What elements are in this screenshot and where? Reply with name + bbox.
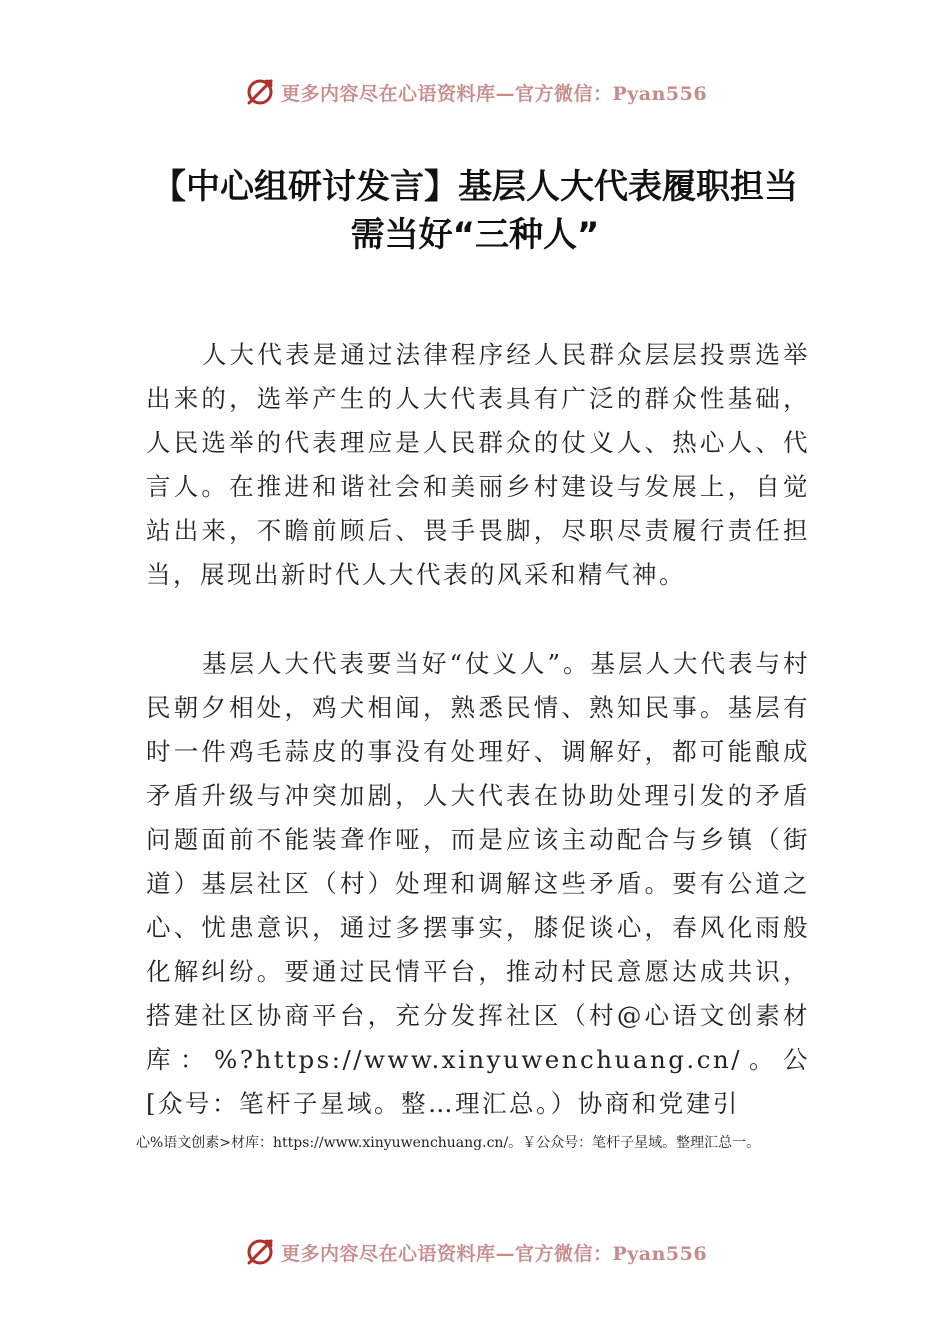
title-line-2: 需当好“三种人”	[350, 215, 600, 255]
footer-banner-text: 更多内容尽在心语资料库—官方微信：Pyan556	[280, 1242, 708, 1265]
pen-logo-icon	[243, 1235, 277, 1269]
watermark-footnote: 心%语文创素>材库：https://www.xinyuwenchuang.cn/。￥公众号：笔杆子星域。整理汇总一。	[136, 1135, 761, 1151]
pen-logo-icon	[243, 75, 277, 109]
paragraph-advocate: 基层人大代表要当好“仗义人”。基层人大代表与村民朝夕相处，鸡犬相闻，熟悉民情、熟知民事。基层有时一件鸡毛蒜皮的事没有处理好、调解好，都可能酿成矛盾升级与冲突加剧，人大代表在协助处理引发的矛盾问题面前不能装聋作哑，而是应该主动配合与乡镇（街道）基层社区（村）处理和调解这些矛盾。要有公道之心、忧患意识，通过多摆事实，膝促谈心，春风化雨般化解纠纷。要通过民情平台，推动村民意愿达成共识， 搭建社区协商平台，充分发挥社区（村@心语文创素材库：%?https://www.xinyuwenchuang.cn/。公[众号：笔杆子星域。整…理汇总。）协商和党建引	[146, 649, 810, 1118]
header-banner	[0, 72, 950, 112]
title-line-1: 【中心组研讨发言】基层人大代表履职担当	[152, 167, 798, 207]
header-banner-text: 更多内容尽在心语资料库—官方微信：Pyan556	[280, 82, 708, 105]
footer-banner	[0, 1232, 950, 1272]
paragraph-intro: 人大代表是通过法律程序经人民群众层层投票选举出来的，选举产生的人大代表具有广泛的群众性基础，人民选举的代表理应是人民群众的仗义人、热心人、代言人。在推进和谐社会和美丽乡村建设与发展上，自觉站出来，不瞻前顾后、畏手畏脚，尽职尽责履行责任担当，展现出新时代人大代表的风采和精气神。	[146, 340, 810, 589]
document-title	[60, 163, 890, 259]
